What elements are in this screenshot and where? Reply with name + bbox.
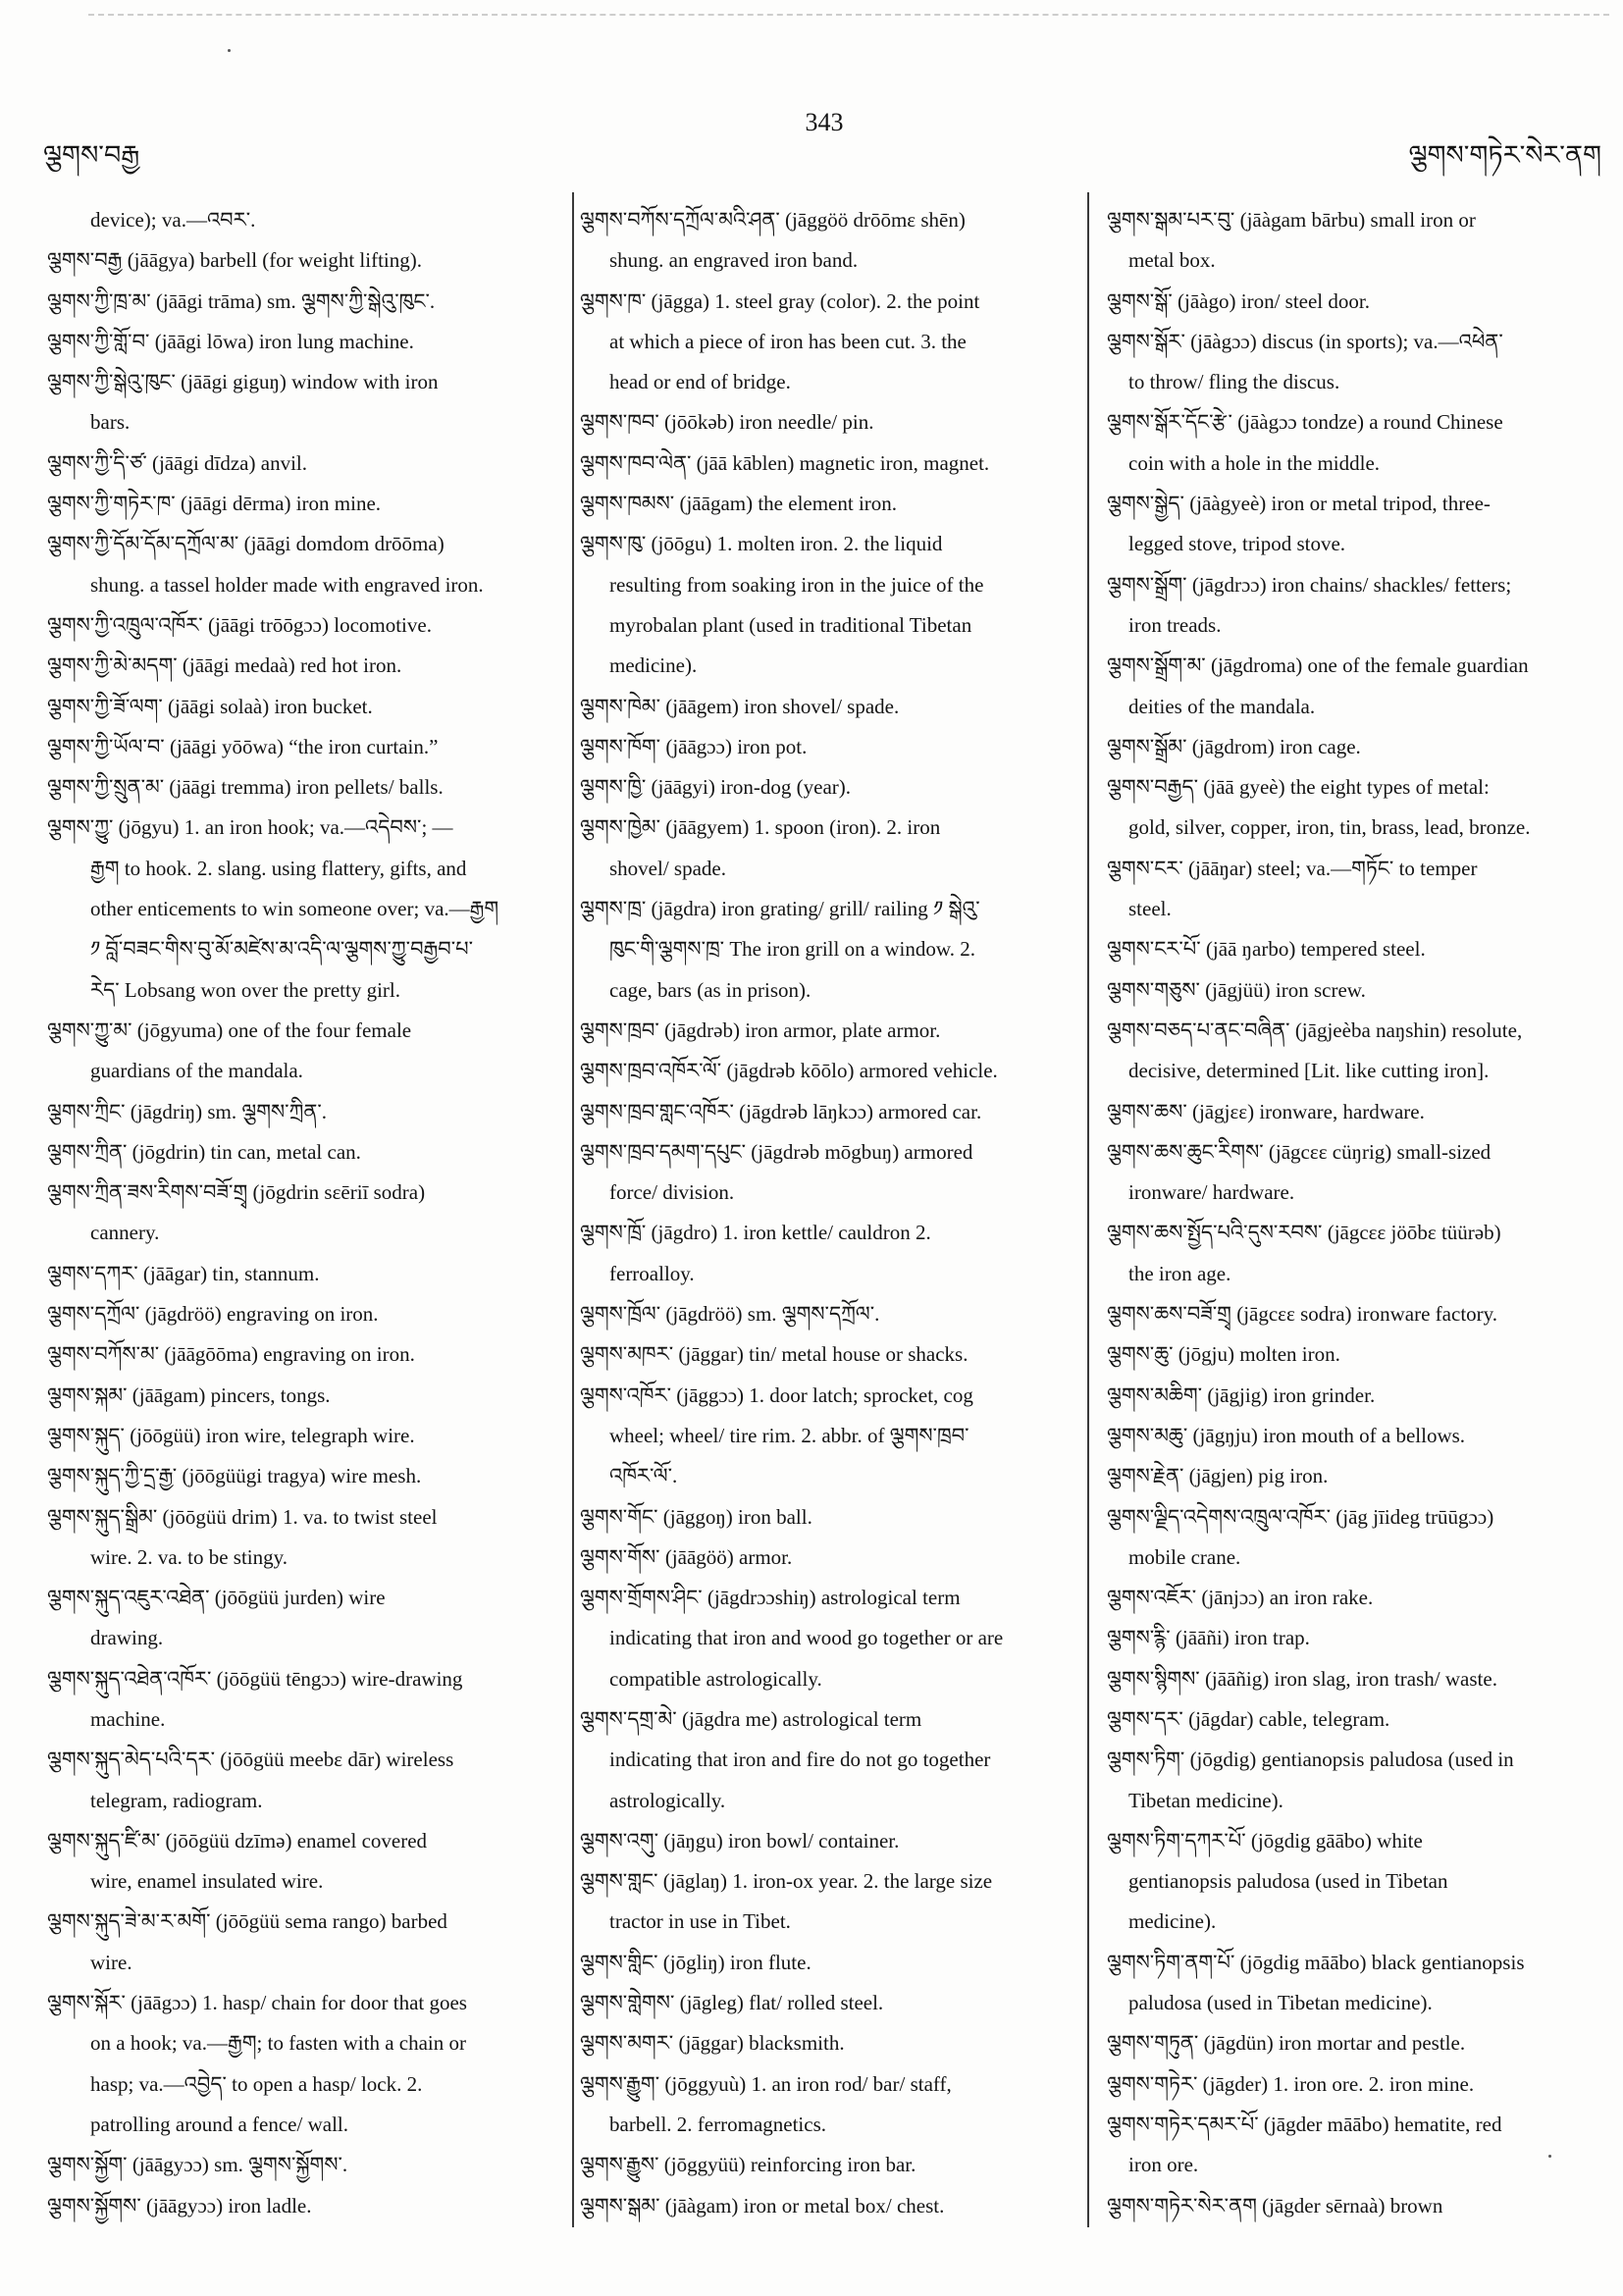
entry-headword-line: ལྕགས་སྐུད་ཛི་མ་ (jōōgüü dzīmə) enamel covered xyxy=(47,1828,428,1852)
entry-continuation-line: wheel; wheel/ tire rim. 2. abbr. of ལྕགས་ཁྲབ་ xyxy=(609,1423,969,1447)
entry-headword-line: ལྕགས་སྐྱོགས་ (jāāgyɔɔ) iron ladle. xyxy=(47,2193,312,2218)
dictionary-entry xyxy=(1107,1497,1613,1579)
entry-headword-line: ལྕགས་མཆིག་ (jāgjig) iron grinder. xyxy=(1107,1383,1376,1407)
dictionary-entry xyxy=(1107,322,1613,403)
dictionary-entry xyxy=(1107,2105,1613,2186)
entry-headword-line: ལྕགས་ཀྱི་གཏེར་ཁ་ (jāāgi dērma) iron mine. xyxy=(47,492,382,516)
column-divider xyxy=(1087,192,1089,2227)
entry-continuation-line: ironware/ hardware. xyxy=(1128,1180,1295,1205)
entry-headword-line: ལྕགས་ཁྲབ་ (jāgdrəb) iron armor, plate armor. xyxy=(580,1018,941,1042)
dictionary-entry xyxy=(47,1334,565,1375)
entry-continuation-line: indicating that iron and wood go together or are xyxy=(609,1626,1004,1650)
entry-headword-line: ལྕགས་སྐོར་ (jāāgɔɔ) 1. hasp/ chain for door that goes xyxy=(47,1991,467,2015)
dictionary-entry xyxy=(1107,1294,1613,1334)
entry-headword-line: ལྕགས་འགུ་ (jāŋgu) iron bowl/ container. xyxy=(580,1828,900,1852)
entry-headword-line: ལྕགས་སྙིགས་ (jāāñig) iron slag, iron trash/ waste. xyxy=(1107,1666,1497,1691)
entry-continuation-line: རེད་ Lobsang won over the pretty girl. xyxy=(90,977,401,1002)
entry-headword-line: ལྕགས་ཁོག་ (jāāgɔɔ) iron pot. xyxy=(580,734,808,758)
entry-continuation-line: decisive, determined [Lit. like cutting iron]. xyxy=(1128,1059,1490,1083)
entry-continuation-line: deities of the mandala. xyxy=(1128,694,1316,718)
entry-continuation-line: ferroalloy. xyxy=(609,1261,695,1285)
dictionary-column-2 xyxy=(580,200,1082,2261)
dictionary-entry xyxy=(580,1294,1082,1334)
entry-headword-line: ལྕགས་ཁྲབ་འཁོར་ལོ་ (jāgdrəb kōōlo) armored vehicle. xyxy=(580,1059,998,1083)
entry-headword-line: ལྕགས་སྐུད་མེད་པའི་དར་ (jōōgüü meebɛ dār) wireless xyxy=(47,1748,454,1772)
left-guide-word: ལྕགས་བརྒྱ xyxy=(43,140,140,170)
dictionary-entry xyxy=(1107,727,1613,767)
dictionary-entry xyxy=(47,1173,565,1254)
entry-continuation-line: wire. xyxy=(90,1950,132,1974)
entry-continuation-line: steel. xyxy=(1128,897,1172,921)
dictionary-entry xyxy=(580,282,1082,403)
entry-continuation-line: cage, bars (as in prison). xyxy=(609,977,812,1002)
entry-continuation-line: gold, silver, copper, iron, tin, brass, lead, bronze. xyxy=(1128,815,1531,840)
entry-headword-line: ལྕགས་དཀྲོལ་ (jāgdröö) engraving on iron. xyxy=(47,1302,379,1327)
entry-headword-line: ལྕགས་གྲོགས་ཤིང་ (jāgdrɔɔshiŋ) astrological term xyxy=(580,1586,961,1610)
dictionary-entry xyxy=(580,767,1082,808)
entry-headword-line: ལྕགས་ངར་པོ་ (jāā ŋarbo) tempered steel. xyxy=(1107,937,1426,962)
dictionary-entry xyxy=(1107,2064,1613,2105)
dictionary-entry xyxy=(47,240,565,281)
entry-continuation-line: legged stove, tripod stove. xyxy=(1128,532,1346,556)
dictionary-entry xyxy=(580,1699,1082,1821)
entry-headword-line: ལྕགས་ཁྱེམ་ (jāāgyem) 1. spoon (iron). 2. iron xyxy=(580,815,941,840)
dictionary-entry xyxy=(580,2145,1082,2185)
entry-headword-line: ལྕགས་སྐུད་འཇུར་འཐེན་ (jōōgüü jurden) wire xyxy=(47,1586,386,1610)
dictionary-entry xyxy=(47,1132,565,1173)
entry-continuation-line: drawing. xyxy=(90,1626,164,1650)
entry-headword-line: ལྕགས་ཀྱི་གློ་བ་ (jāāgi lōwa) iron lung machine. xyxy=(47,329,414,353)
entry-headword-line: ལྕགས་བཀོས་དཀྲོལ་མའི་ཤན་ (jāggöö drōōmɛ shēn) xyxy=(580,208,966,232)
entry-headword-line: ལྕགས་ཁེམ་ (jāāgem) iron shovel/ spade. xyxy=(580,694,900,718)
dictionary-entry xyxy=(1107,849,1613,930)
entry-continuation-line: iron treads. xyxy=(1128,612,1222,637)
scan-edge-artifact xyxy=(88,14,1609,16)
entry-headword-line: ལྕགས་ཀྱི་སྒེའུ་ཁུང་ (jāāgi giguŋ) window with iron xyxy=(47,370,439,394)
entry-headword-line: ལྕགས་འཁོར་ (jāggɔɔ) 1. door latch; sprocket, cog xyxy=(580,1383,973,1407)
column-divider xyxy=(572,192,574,2227)
entry-continuation-line: indicating that iron and fire do not go together xyxy=(609,1748,991,1772)
entry-headword-line: ལྕགས་མགར་ (jāggar) blacksmith. xyxy=(580,2031,845,2056)
dictionary-entry xyxy=(580,444,1082,484)
dictionary-entry xyxy=(580,524,1082,686)
entry-headword-line: ལྕགས་ཁབ་ (jōōkəb) iron needle/ pin. xyxy=(580,410,874,435)
entry-headword-line: ལྕགས་རྒྱུག་ (jōggyuù) 1. an iron rod/ bar/ staff, xyxy=(580,2071,952,2096)
entry-continuation-line: resulting from soaking iron in the juice of the xyxy=(609,572,984,597)
entry-headword-line: ལྕགས་ཏིག་ནག་པོ་ (jōgdig māābo) black gentianopsis xyxy=(1107,1950,1525,1974)
entry-headword-line: ལྕགས་ངར་ (jāāŋar) steel; va.—གཏོང་ to temper xyxy=(1107,856,1478,880)
entry-headword-line: ལྕགས་ཀྲིང་ (jāgdriŋ) sm. ལྕགས་ཀྲིན་. xyxy=(47,1099,328,1123)
dictionary-entry xyxy=(47,727,565,767)
dictionary-entry xyxy=(1107,1092,1613,1132)
entry-continuation-line: Tibetan medicine). xyxy=(1128,1788,1283,1812)
entry-headword-line: ལྕགས་གླེགས་ (jāgleg) flat/ rolled steel. xyxy=(580,1991,884,2015)
entry-headword-line: ལྕགས་སྒྱེད་ (jāàgyeè) iron or metal tripod, three- xyxy=(1107,492,1491,516)
dictionary-entry xyxy=(580,1821,1082,1861)
dictionary-entry xyxy=(1107,1334,1613,1375)
entry-headword-line: ལྕགས་སྒམ་པར་བུ་ (jāàgam bārbu) small iron or xyxy=(1107,208,1476,232)
dictionary-entry xyxy=(580,1861,1082,1943)
dictionary-column-3 xyxy=(1107,200,1613,2261)
dictionary-entry xyxy=(47,767,565,808)
entry-headword-line: ལྕགས་དགྲ་མེ་ (jāgdra me) astrological term xyxy=(580,1706,922,1731)
entry-continuation-line: machine. xyxy=(90,1706,166,1731)
entry-headword-line: ལྕགས་སྐྱོག་ (jāāgyɔɔ) sm. ལྕགས་སྐྱོགས་. xyxy=(47,2153,348,2177)
dictionary-entry xyxy=(580,484,1082,524)
dictionary-entry xyxy=(580,200,1082,282)
dictionary-entry xyxy=(1107,2023,1613,2063)
entry-headword-line: ལྕགས་མཁར་ (jāggar) tin/ metal house or shacks. xyxy=(580,1342,969,1367)
entry-headword-line: ལྕགས་ཀྱི་ཁྲ་མ་ (jāāgi trāma) sm. ལྕགས་ཀྱི་སྒེའུ་ཁུང་. xyxy=(47,288,436,313)
dictionary-entry xyxy=(1107,1376,1613,1416)
dictionary-entry xyxy=(580,1011,1082,1051)
dictionary-entry xyxy=(580,1538,1082,1578)
entry-headword-line: ལྕགས་གཏེར་དམར་པོ་ (jāgder māābo) hematite, red xyxy=(1107,2112,1502,2136)
entry-headword-line: ལྕགས་ཆས་ཆུང་རིགས་ (jāgcɛɛ cüŋrig) small-sized xyxy=(1107,1139,1492,1164)
dictionary-entry xyxy=(580,2023,1082,2063)
dictionary-entry xyxy=(580,1943,1082,1983)
entry-headword-line: ལྕགས་ཆུ་ (jōgju) molten iron. xyxy=(1107,1342,1340,1367)
dictionary-entry xyxy=(1107,1132,1613,1214)
entry-headword-line: ལྕགས་གཏེར་ (jāgder) 1. iron ore. 2. iron mine. xyxy=(1107,2071,1475,2096)
entry-headword-line: ལྕགས་ཀྲིན་ (jōgdrin) tin can, metal can. xyxy=(47,1139,361,1164)
dictionary-entry xyxy=(47,1092,565,1132)
entry-continuation-line: medicine). xyxy=(1128,1909,1217,1934)
entry-continuation-line: on a hook; va.—རྒྱག; to fasten with a chain or xyxy=(90,2031,466,2056)
entry-headword-line: ལྕགས་ཀྱུ་ (jōgyu) 1. an iron hook; va.—འདེབས་; — xyxy=(47,815,453,840)
dictionary-entry xyxy=(47,444,565,484)
entry-headword-line: ལྕགས་དར་ (jāgdar) cable, telegram. xyxy=(1107,1706,1390,1731)
entry-headword-line: ལྕགས་སྒོར་དོང་རྩེ་ (jāàgɔɔ tondze) a round Chinese xyxy=(1107,410,1503,435)
entry-headword-line: ལྕགས་ཁྲོ་ (jāgdro) 1. iron kettle/ cauldron 2. xyxy=(580,1221,931,1245)
dictionary-entry xyxy=(580,1051,1082,1091)
dictionary-column-1 xyxy=(47,200,565,2261)
dictionary-entry xyxy=(1107,646,1613,727)
entry-headword-line: ལྕགས་ཀྱི་སྲུན་མ་ (jāāgi tremma) iron pellets/ balls. xyxy=(47,775,444,800)
entry-headword-line: ལྕགས་སྒོར་ (jāàgɔɔ) discus (in sports); va.—འཕེན་ xyxy=(1107,329,1503,353)
entry-headword-line: ལྕགས་གཅུས་ (jāgjüü) iron screw. xyxy=(1107,977,1366,1002)
dictionary-entry xyxy=(47,322,565,362)
entry-headword-line: ལྕགས་ཁྱི་ (jāāgyi) iron-dog (year). xyxy=(580,775,852,800)
entry-continuation-line: to throw/ fling the discus. xyxy=(1128,370,1340,394)
dictionary-entry xyxy=(1107,929,1613,969)
entry-headword-line: ལྕགས་ཁུ་ (jōōgu) 1. molten iron. 2. the liquid xyxy=(580,532,943,556)
entry-headword-line: ལྕགས་གླང་ (jāglaŋ) 1. iron-ox year. 2. the large size xyxy=(580,1869,993,1894)
entry-headword-line: ལྕགས་གླིང་ (jōgliŋ) iron flute. xyxy=(580,1950,812,1974)
entry-headword-line: ལྕགས་ཀྱི་ཟོ་ལག་ (jāāgi solaà) iron bucket. xyxy=(47,694,373,718)
dictionary-entry xyxy=(47,646,565,686)
dictionary-entry xyxy=(47,1659,565,1741)
entry-headword-line: ལྕགས་ཀྱི་མེ་མདག་ (jāāgi medaà) red hot iron. xyxy=(47,653,402,678)
dictionary-entry xyxy=(47,1376,565,1416)
entry-continuation-line: ༡ བློ་བཟང་གིས་བུ་མོ་མཛེས་མ་འདི་ལ་ལྕགས་ཀྱུ་བརྒྱབ་པ་ xyxy=(90,937,474,962)
dictionary-entry xyxy=(47,1011,565,1092)
entry-headword-line: ལྕགས་རྙི་ (jāāñi) iron trap. xyxy=(1107,1626,1310,1650)
dictionary-entry xyxy=(1107,200,1613,282)
dictionary-entry xyxy=(580,1983,1082,2023)
entry-continuation-line: hasp; va.—འབྱེད་ to open a hasp/ lock. 2. xyxy=(90,2071,423,2096)
entry-continuation-line: shung. an engraved iron band. xyxy=(609,248,859,273)
dictionary-entry xyxy=(1107,1699,1613,1740)
entry-continuation-line: astrologically. xyxy=(609,1788,726,1812)
entry-headword-line: ལྕགས་མཆུ་ (jāgŋju) iron mouth of a bellows. xyxy=(1107,1423,1466,1447)
dictionary-entry xyxy=(1107,565,1613,647)
entry-continuation-line: gentianopsis paludosa (used in Tibetan xyxy=(1128,1869,1448,1894)
entry-headword-line: ལྕགས་གོང་ (jāggoŋ) iron ball. xyxy=(580,1504,812,1529)
entry-continuation-line: guardians of the mandala. xyxy=(90,1059,303,1083)
entry-continuation-line: shung. a tassel holder made with engraved iron. xyxy=(90,572,484,597)
dictionary-entry xyxy=(47,1740,565,1821)
entry-continuation-line: myrobalan plant (used in traditional Tibetan xyxy=(609,612,972,637)
entry-headword-line: ལྕགས་ཀྲིན་ཟས་རིགས་བཟོ་གྲྭ (jōgdrin sɛēriī sodra) xyxy=(47,1180,426,1205)
entry-headword-line: ལྕགས་ཁབ་ལེན་ (jāā kāblen) magnetic iron, magnet. xyxy=(580,450,990,475)
dictionary-entry xyxy=(47,1416,565,1456)
entry-headword-line: ལྕགས་སྐུད་ (jōōgüü) iron wire, telegraph wire. xyxy=(47,1423,415,1447)
entry-headword-line: ལྕགས་ཁྲབ་དམག་དཔུང་ (jāgdrəb mōgbuŋ) armored xyxy=(580,1139,973,1164)
dictionary-entry xyxy=(47,2186,565,2226)
entry-headword-line: ལྕགས་བརྒྱ (jāāgya) barbell (for weight lifting). xyxy=(47,248,422,273)
entry-headword-line: ལྕགས་དཀར་ (jāāgar) tin, stannum. xyxy=(47,1261,320,1285)
dictionary-entry xyxy=(1107,1578,1613,1618)
dictionary-entry xyxy=(47,282,565,322)
dictionary-entry xyxy=(47,1821,565,1903)
entry-continuation-line: paludosa (used in Tibetan medicine). xyxy=(1128,1991,1433,2015)
entry-headword-line: ལྕགས་ཏིག་ (jōgdig) gentianopsis paludosa (used in xyxy=(1107,1748,1514,1772)
dictionary-entry xyxy=(47,1983,565,2145)
entry-continuation-line: wire, enamel insulated wire. xyxy=(90,1869,324,1894)
entry-headword-line: ལྕགས་སྒོ་ (jāàgo) iron/ steel door. xyxy=(1107,288,1370,313)
dictionary-entry xyxy=(47,2145,565,2185)
entry-headword-line: ལྕགས་ཁྲ་ (jāgdra) iron grating/ grill/ railing ༡ སྒེའུ་ xyxy=(580,897,980,921)
dictionary-entry xyxy=(580,687,1082,727)
entry-continuation-line: mobile crane. xyxy=(1128,1544,1241,1569)
entry-continuation-line: patrolling around a fence/ wall. xyxy=(90,2112,348,2136)
dictionary-entry xyxy=(580,402,1082,443)
entry-headword-line: ལྕགས་སྐུད་ཀྱི་དྲ་རྒྱ་ (jōōgüügi tragya) wire mesh. xyxy=(47,1464,422,1488)
entry-headword-line: ལྕགས་གཏེར་སེར་ནག (jāgder sērnaà) brown xyxy=(1107,2193,1443,2218)
entry-continuation-line: compatible astrologically. xyxy=(609,1666,822,1691)
dictionary-entry xyxy=(1107,1456,1613,1496)
entry-headword-line: ལྕགས་རྒྱུས་ (jōggyüü) reinforcing iron bar. xyxy=(580,2153,916,2177)
dictionary-entry xyxy=(47,1456,565,1496)
entry-headword-line: ལྕགས་སྒམ་ (jāàgam) iron or metal box/ chest. xyxy=(580,2193,945,2218)
entry-continuation-line: metal box. xyxy=(1128,248,1216,273)
entry-headword-line: ལྕགས་ཀྱི་ཡོལ་བ་ (jāāgi yōōwa) “the iron curtain.” xyxy=(47,734,439,758)
entry-headword-line: ལྕགས་རྗེན་ (jāgjen) pig iron. xyxy=(1107,1464,1329,1488)
entry-continuation-line: cannery. xyxy=(90,1221,160,1245)
entry-continuation-line: iron ore. xyxy=(1128,2153,1199,2177)
dictionary-entry xyxy=(580,727,1082,767)
entry-continuation-line: འཁོར་ལོ་. xyxy=(609,1464,678,1488)
entry-headword-line: ལྕགས་ཆས་བཟོ་གྲྭ (jāgcɛɛ sodra) ironware factory. xyxy=(1107,1302,1498,1327)
dictionary-entry xyxy=(47,687,565,727)
entry-continuation-line: medicine). xyxy=(609,653,698,678)
dictionary-entry xyxy=(580,1092,1082,1132)
dictionary-entry xyxy=(580,1497,1082,1538)
entry-continuation-line: wire. 2. va. to be stingy. xyxy=(90,1544,288,1569)
entry-headword-line: ལྕགས་སྒྲོག་ (jāgdrɔɔ) iron chains/ shackles/ fetters; xyxy=(1107,572,1512,597)
entry-headword-line: ལྕགས་སྐུད་ཟེ་མ་ར་མགོ་ (jōōgüü sema rango) barbed xyxy=(47,1909,447,1934)
entry-headword-line: ལྕགས་བརྒྱད་ (jāā gyeè) the eight types of metal: xyxy=(1107,775,1490,800)
dictionary-entry xyxy=(47,484,565,524)
entry-headword-line: ལྕགས་འཇོར་ (jānjɔɔ) an iron rake. xyxy=(1107,1586,1374,1610)
dictionary-entry xyxy=(1107,1011,1613,1092)
entry-headword-line: ལྕགས་བཀོས་མ་ (jāāgōōma) engraving on iron. xyxy=(47,1342,415,1367)
entry-headword-line: ལྕགས་ལྗིད་འདེགས་འཁྲུལ་འཁོར་ (jāg jīideg trūūgɔɔ) xyxy=(1107,1504,1494,1529)
dictionary-entry xyxy=(1107,402,1613,484)
entry-headword-line: ལྕགས་ཁྲོལ་ (jāgdröö) sm. ལྕགས་དཀྲོལ་. xyxy=(580,1302,880,1327)
dictionary-entry xyxy=(580,1132,1082,1214)
right-guide-word: ལྕགས་གཏེར་སེར་ནག xyxy=(1408,140,1601,170)
dictionary-entry xyxy=(47,1497,565,1579)
entry-continuation-line: bars. xyxy=(90,410,131,435)
entry-headword-line: ལྕགས་ཁམས་ (jāāgam) the element iron. xyxy=(580,492,898,516)
entry-headword-line: ལྕགས་སྐམ་ (jāāgam) pincers, tongs. xyxy=(47,1383,331,1407)
dictionary-entry xyxy=(580,1376,1082,1497)
entry-continuation-line: shovel/ spade. xyxy=(609,856,726,880)
entry-continuation-line: རྒྱག to hook. 2. slang. using flattery, gifts, and xyxy=(90,856,467,880)
dictionary-entry xyxy=(580,889,1082,1011)
entry-continuation-line: barbell. 2. ferromagnetics. xyxy=(609,2112,826,2136)
dictionary-entry xyxy=(580,2186,1082,2226)
entry-headword-line: ལྕགས་སྐུད་སྒྲིམ་ (jōōgüü drim) 1. va. to twist steel xyxy=(47,1504,438,1529)
dictionary-entry xyxy=(1107,484,1613,565)
entry-headword-line: ལྕགས་ཀྱི་དི་ཙ་ (jāāgi dīdza) anvil. xyxy=(47,450,307,475)
entry-headword-line: ལྕགས་སྒྲོག་མ་ (jāgdroma) one of the female guardian xyxy=(1107,653,1529,678)
entry-headword-line: ལྕགས་སྒྲོམ་ (jāgdrom) iron cage. xyxy=(1107,734,1361,758)
dictionary-entry xyxy=(580,2064,1082,2146)
entry-headword-line: ལྕགས་ཀྱུ་མ་ (jōgyuma) one of the four female xyxy=(47,1018,412,1042)
scan-speck xyxy=(228,49,231,52)
dictionary-entry xyxy=(1107,1659,1613,1699)
page-number: 343 xyxy=(805,108,844,136)
dictionary-entry xyxy=(580,1578,1082,1699)
entry-continuation-line: telegram, radiogram. xyxy=(90,1788,263,1812)
entry-headword-line: ལྕགས་ཆས་ (jāgjɛɛ) ironware, hardware. xyxy=(1107,1099,1425,1123)
dictionary-entry xyxy=(1107,1821,1613,1943)
dictionary-entry xyxy=(1107,1740,1613,1821)
dictionary-entry xyxy=(1107,2186,1613,2226)
dictionary-entry xyxy=(1107,970,1613,1011)
dictionary-entry xyxy=(580,1213,1082,1294)
dictionary-entry xyxy=(1107,767,1613,849)
entry-headword-line: ལྕགས་ཀྱི་འཁྲུལ་འཁོར་ (jāāgi trōōgɔɔ) locomotive. xyxy=(47,612,432,637)
dictionary-entry xyxy=(47,1294,565,1334)
entry-headword-line: ལྕགས་ཁྲབ་གླང་འཁོར་ (jāgdrəb lāŋkɔɔ) armored car. xyxy=(580,1099,982,1123)
dictionary-entry xyxy=(47,362,565,444)
entry-headword-line: ལྕགས་ཀྱི་དོམ་དོམ་དཀྲོལ་མ་ (jāāgi domdom drōōma) xyxy=(47,532,445,556)
dictionary-entry xyxy=(1107,1943,1613,2024)
dictionary-entry xyxy=(1107,1213,1613,1294)
carryover-text: device); va.—འབར་. xyxy=(90,208,256,232)
dictionary-entry xyxy=(47,1902,565,1983)
entry-continuation-line: at which a piece of iron has been cut. 3. the xyxy=(609,329,967,353)
dictionary-entry xyxy=(1107,282,1613,322)
entry-headword-line: ལྕགས་ཏིག་དཀར་པོ་ (jōgdig gāābo) white xyxy=(1107,1828,1423,1852)
entry-continuation-line: tractor in use in Tibet. xyxy=(609,1909,791,1934)
dictionary-entry xyxy=(1107,1416,1613,1456)
entry-headword-line: ལྕགས་བཅད་པ་ནང་བཞིན་ (jāgjeèba naŋshin) resolute, xyxy=(1107,1018,1523,1042)
dictionary-entry xyxy=(47,605,565,646)
entry-continuation-line: other enticements to win someone over; va.—རྒྱག xyxy=(90,897,499,921)
dictionary-entry xyxy=(47,1578,565,1659)
entry-headword-line: ལྕགས་སྐུད་འཐེན་འཁོར་ (jōōgüü tēngɔɔ) wire-drawing xyxy=(47,1666,463,1691)
entry-headword-line: ལྕགས་གཏུན་ (jāgdün) iron mortar and pestle. xyxy=(1107,2031,1466,2056)
entry-continuation-line: coin with a hole in the middle. xyxy=(1128,450,1381,475)
entry-continuation-line: force/ division. xyxy=(609,1180,735,1205)
dictionary-entry xyxy=(47,524,565,605)
dictionary-entry xyxy=(580,1334,1082,1375)
dictionary-entry xyxy=(47,1254,565,1294)
entry-continuation-line: ཁུང་གི་ལྕགས་ཁྲ་ The iron grill on a window. 2. xyxy=(609,937,975,962)
entry-headword-line: ལྕགས་ཁ་ (jāgga) 1. steel gray (color). 2. the point xyxy=(580,288,980,313)
entry-continuation-line: the iron age. xyxy=(1128,1261,1231,1285)
entry-headword-line: ལྕགས་གོས་ (jāāgöö) armor. xyxy=(580,1544,793,1569)
dictionary-entry xyxy=(47,808,565,1010)
entry-continuation-line: head or end of bridge. xyxy=(609,370,791,394)
dictionary-entry xyxy=(580,808,1082,889)
entry-headword-line: ལྕགས་ཆས་སྤྱོད་པའི་དུས་རབས་ (jāgcɛɛ jöōbɛ tüürəb) xyxy=(1107,1221,1501,1245)
dictionary-entry xyxy=(1107,1618,1613,1658)
